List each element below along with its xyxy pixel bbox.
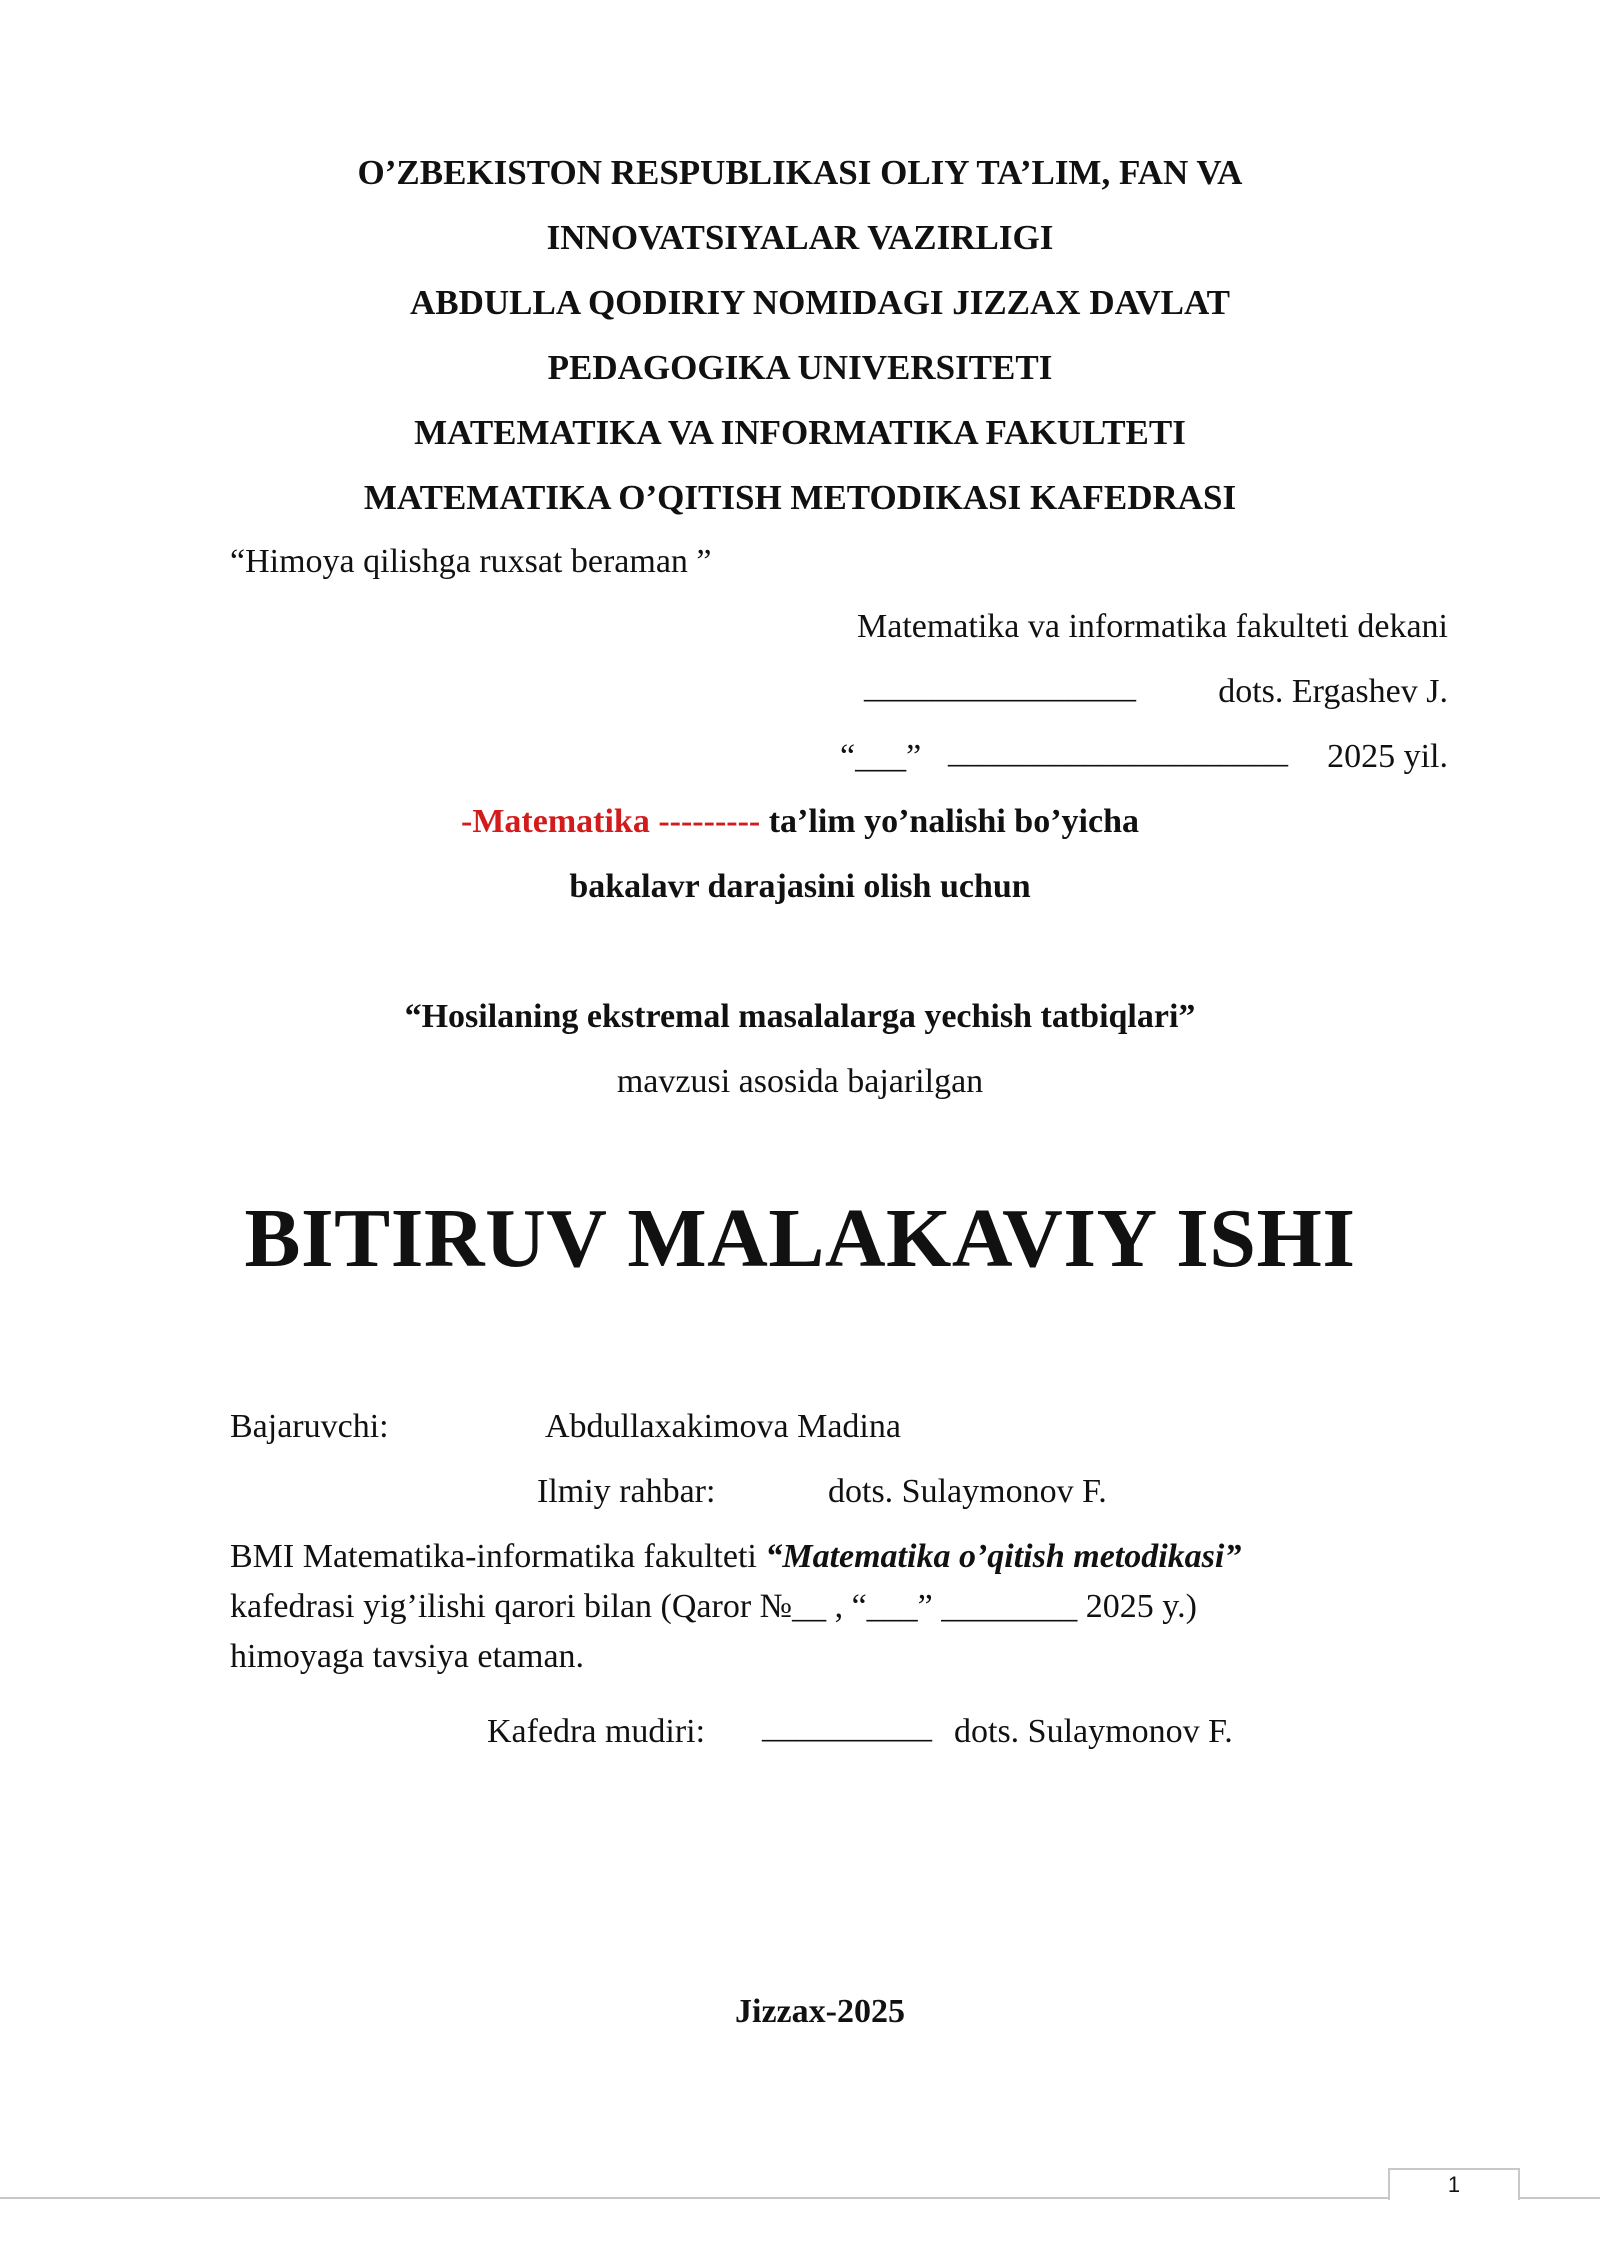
advisor-name: dots. Sulaymonov F. (828, 1473, 1107, 1510)
recommendation-department: “Matematika o’qitish metodikasi” (765, 1538, 1242, 1575)
approval-quote: “Himoya qilishga ruxsat beraman ” (230, 543, 712, 580)
head-label: Kafedra mudiri: (487, 1713, 706, 1750)
approval-date-year: 2025 yil. (1327, 738, 1448, 775)
recommendation-line-1 (230, 1538, 1241, 1576)
university-line-1: ABDULLA QODIRIY NOMIDAGI JIZZAX DAVLAT (409, 283, 1231, 322)
page-number-box (1388, 2168, 1520, 2200)
dean-sign-line: ________________ (864, 668, 1136, 705)
recommendation-line-2: kafedrasi yig’ilishi qarori bilan (Qaror №__ , “___” ________ 2025 y.) (230, 1588, 1197, 1625)
city-year: Jizzax-2025 (735, 1993, 905, 2030)
specialty-name: -Matematika --------- (461, 803, 761, 840)
university-line-2: PEDAGOGIKA UNIVERSITETI (547, 348, 1053, 387)
direction-line (0, 803, 1600, 841)
dean-name: dots. Ergashev J. (1218, 673, 1448, 710)
footer-rule (0, 2197, 1600, 2199)
approval-date-day: “___” (840, 738, 922, 775)
approval-date-line: ____________________ (948, 733, 1288, 770)
dean-title: Matematika va informatika fakulteti dekani (857, 608, 1448, 645)
recommendation-line-3: himoyaga tavsiya etaman. (230, 1638, 585, 1675)
thesis-topic: “Hosilaning ekstremal masalalarga yechish tatbiqlari” (404, 998, 1196, 1035)
page-number: 1 (1447, 2172, 1461, 2197)
department-title: MATEMATIKA O’QITISH METODIKASI KAFEDRASI (363, 478, 1237, 517)
work-title: BITIRUV MALAKAVIY ISHI (244, 1192, 1356, 1285)
head-name: dots. Sulaymonov F. (954, 1713, 1233, 1750)
direction-text: ta’lim yo’nalishi bo’yicha (760, 803, 1139, 840)
executor-name: Abdullaxakimova Madina (545, 1408, 901, 1445)
topic-subtitle: mavzusi asosida bajarilgan (616, 1063, 984, 1100)
head-sign-line: __________ (762, 1708, 932, 1745)
ministry-line-2: INNOVATSIYALAR VAZIRLIGI (546, 218, 1054, 257)
faculty-title: MATEMATIKA VA INFORMATIKA FAKULTETI (414, 413, 1186, 452)
ministry-line-1: O’ZBEKISTON RESPUBLIKASI OLIY TA’LIM, FAN VA (357, 153, 1243, 192)
degree-line: bakalavr darajasini olish uchun (569, 868, 1031, 905)
advisor-label: Ilmiy rahbar: (537, 1473, 716, 1510)
executor-label: Bajaruvchi: (230, 1408, 389, 1445)
recommendation-prefix: BMI Matematika-informatika fakulteti (230, 1538, 766, 1575)
